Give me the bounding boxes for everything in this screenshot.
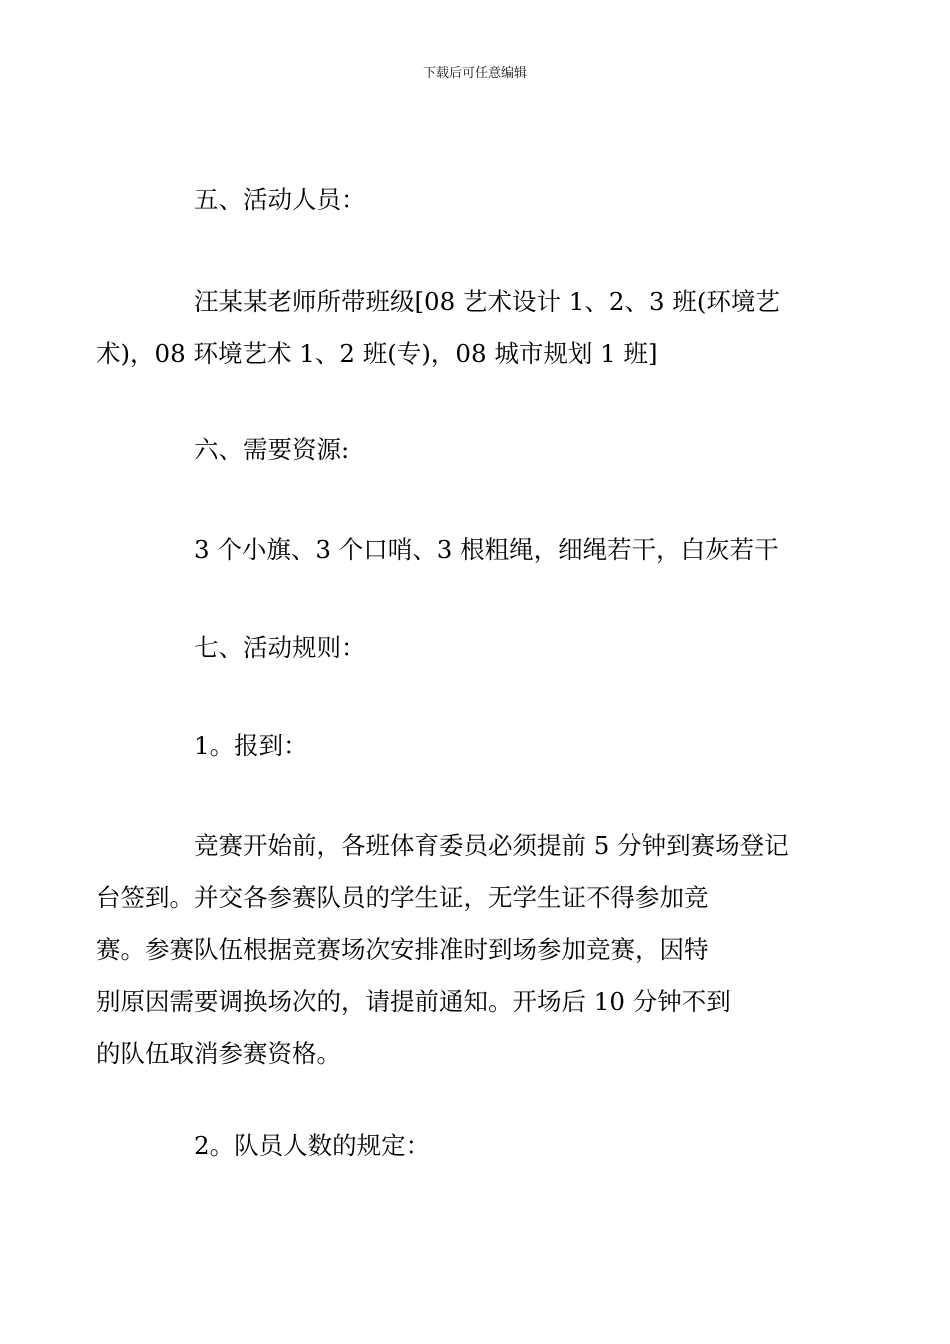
text-line: 1。报到： [194, 731, 308, 760]
text-line: 台签到。并交各参赛队员的学生证，无学生证不得参加竞 [96, 883, 709, 912]
rule-heading-team-size [145, 1120, 807, 1172]
section-heading-personnel [145, 174, 807, 226]
text-line: 2。队员人数的规定： [194, 1131, 431, 1160]
section-heading-rules [145, 622, 807, 674]
text-line: 五、活动人员： [194, 185, 366, 214]
page-header-note: 下载后可任意编辑 [422, 66, 527, 81]
paragraph-registration [96, 820, 807, 1080]
text-line: 的队伍取消参赛资格。 [96, 1039, 341, 1068]
text-line: 汪某某老师所带班级[08 艺术设计 1、2、3 班(环境艺 [194, 287, 780, 316]
section-heading-resources [145, 424, 807, 476]
text-line: 七、活动规则： [194, 633, 366, 662]
text-line: 别原因需要调换场次的，请提前通知。开场后 10 分钟不到 [96, 987, 731, 1016]
paragraph-resources [145, 524, 807, 576]
text-line: 赛。参赛队伍根据竞赛场次安排准时到场参加竞赛，因特 [96, 935, 709, 964]
paragraph-personnel [96, 276, 807, 380]
text-line: 六、需要资源: [194, 435, 350, 464]
text-line: 3 个小旗、3 个口哨、3 根粗绳，细绳若干，白灰若干 [194, 535, 779, 564]
rule-heading-registration [145, 720, 807, 772]
text-line: 术)，08 环境艺术 1、2 班(专)，08 城市规划 1 班] [96, 339, 658, 368]
text-line: 竞赛开始前，各班体育委员必须提前 5 分钟到赛场登记 [194, 831, 789, 860]
